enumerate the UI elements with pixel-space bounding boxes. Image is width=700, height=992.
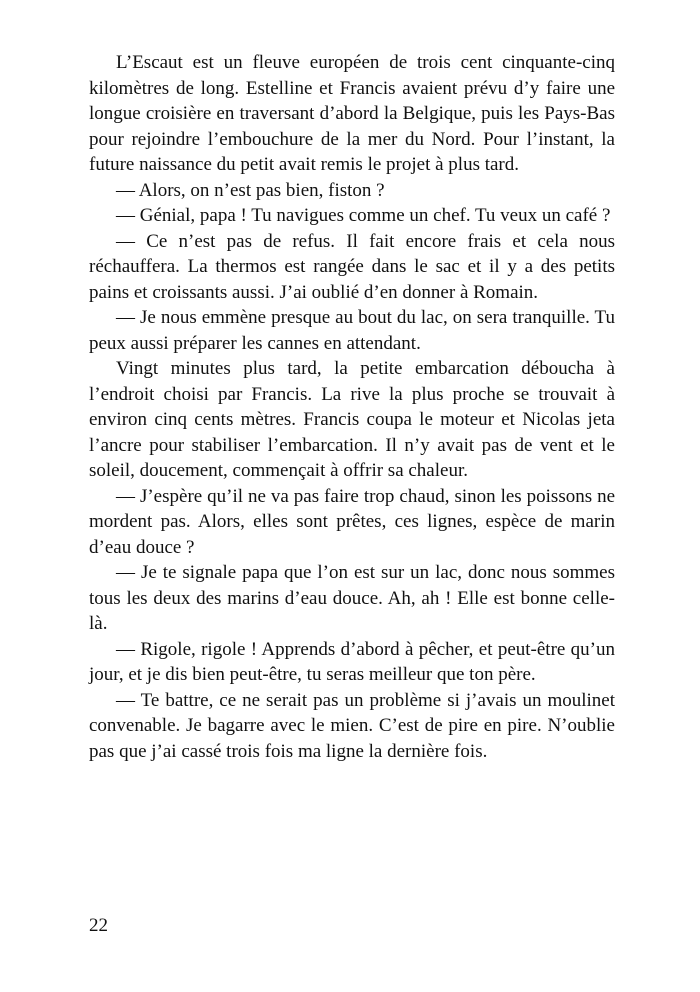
page-number: 22 (89, 915, 108, 936)
paragraph: — Rigole, rigole ! Apprends d’abord à pêcher, et peut-être qu’un jour, et je dis bien peut-être, tu seras meilleur que ton père. (89, 638, 615, 685)
paragraph: — Te battre, ce ne serait pas un problème si j’avais un moulinet convenable. Je bagarre avec le mien. C’est de pire en pire. N’oublie pas que j’ai cassé trois fois ma ligne la dernière fois. (89, 689, 615, 762)
paragraph: Vingt minutes plus tard, la petite embarcation déboucha à l’endroit choisi par Francis. La rive la plus proche se trouvait à environ cinq cents mètres. Francis coupa le moteur et Nicolas jeta l’ancre pour stabiliser l’embarcation. Il n’y avait pas de vent et le soleil, doucement, commençait à offrir sa chaleur. (89, 358, 615, 481)
paragraph: — Génial, papa ! Tu navigues comme un chef. Tu veux un café ? (116, 205, 611, 226)
paragraph: — Je nous emmène presque au bout du lac, on sera tranquille. Tu peux aussi préparer les cannes en attendant. (89, 307, 615, 354)
paragraph: — Ce n’est pas de refus. Il fait encore frais et cela nous réchauffera. La thermos est rangée dans le sac et il y a des petits pains et croissants aussi. J’ai oublié d’en donner à Romain. (89, 230, 615, 303)
paragraph: — J’espère qu’il ne va pas faire trop chaud, sinon les poissons ne mordent pas. Alors, elles sont prêtes, ces lignes, espèce de marin d’eau douce ? (89, 485, 615, 558)
paragraph: L’Escaut est un fleuve européen de trois cent cinquante-cinq kilomètres de long. Estelline et Francis avaient prévu d’y faire une longue croisière en traversant d’abord la Belgique, puis les Pays-Bas pour rejoindre l’embouchure de la mer du Nord. Pour l’instant, la future naissance du petit avait remis le projet à plus tard. (89, 52, 615, 175)
page-body (89, 50, 615, 764)
paragraph: — Alors, on n’est pas bien, fiston ? (116, 179, 385, 201)
paragraph: — Je te signale papa que l’on est sur un lac, donc nous sommes tous les deux des marins d’eau douce. Ah, ah ! Elle est bonne celle-là. (89, 562, 615, 634)
